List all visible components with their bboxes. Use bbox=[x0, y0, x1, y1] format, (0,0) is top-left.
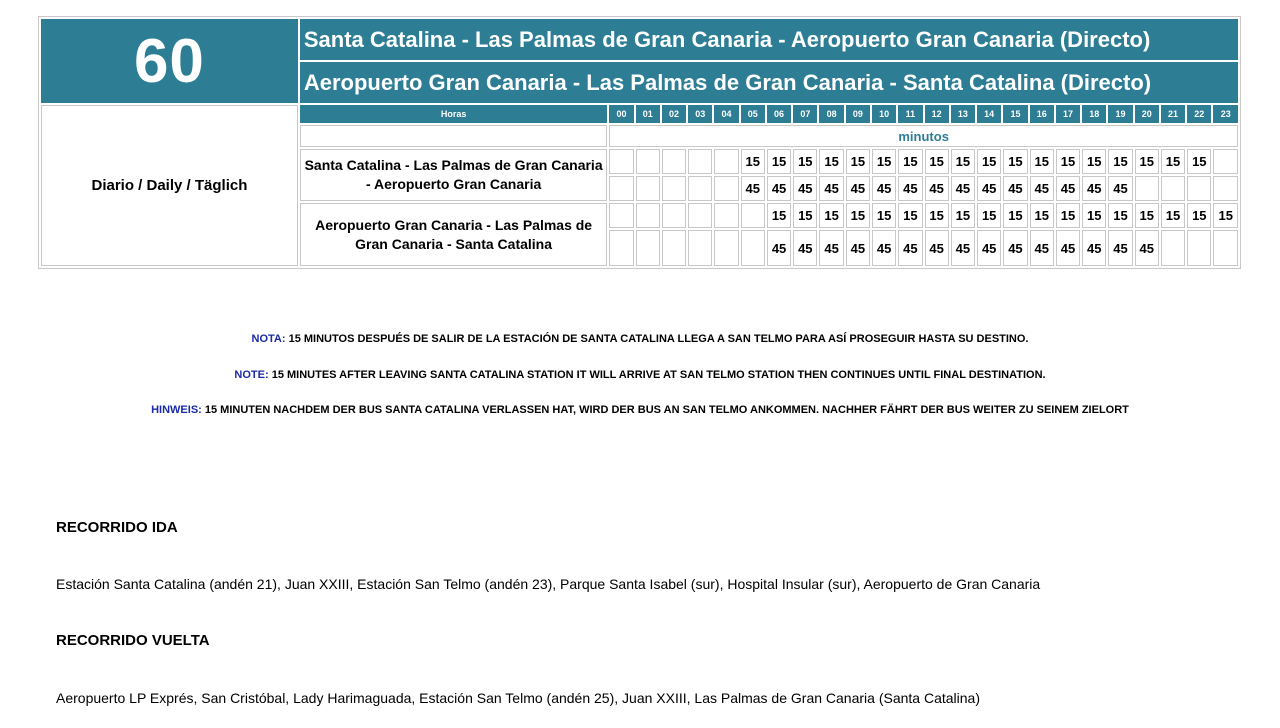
minute-cell bbox=[609, 230, 633, 266]
recorrido-vuelta-title: RECORRIDO VUELTA bbox=[56, 632, 210, 649]
minute-cell: 45 bbox=[872, 176, 896, 201]
minute-cell: 15 bbox=[1003, 203, 1027, 228]
hour-header-04: 04 bbox=[714, 105, 738, 123]
minute-cell: 45 bbox=[1056, 176, 1080, 201]
minute-cell: 15 bbox=[1082, 149, 1106, 174]
hour-header-00: 00 bbox=[609, 105, 633, 123]
minute-cell: 15 bbox=[846, 203, 870, 228]
note-en bbox=[0, 369, 1280, 381]
minute-cell bbox=[688, 230, 712, 266]
hour-header-12: 12 bbox=[925, 105, 949, 123]
hour-header-19: 19 bbox=[1108, 105, 1132, 123]
minute-cell bbox=[688, 149, 712, 174]
blank-cell bbox=[300, 125, 607, 147]
minute-cell: 15 bbox=[1082, 203, 1106, 228]
note-de-text: 15 MINUTEN NACHDEM DER BUS SANTA CATALINA VERLASSEN HAT, WIRD DER BUS AN SAN TELMO ANKOMMEN. NACHHER FÄHRT DER BUS WEITER ZU SEINEM ZIELORT bbox=[201, 404, 1129, 416]
hour-header-08: 08 bbox=[819, 105, 843, 123]
note-es-text: 15 MINUTOS DESPUÉS DE SALIR DE LA ESTACIÓN DE SANTA CATALINA LLEGA A SAN TELMO PARA ASÍ PROSEGUIR HASTA SU DESTINO. bbox=[285, 333, 1029, 345]
hour-header-06: 06 bbox=[767, 105, 791, 123]
minute-cell: 45 bbox=[951, 230, 975, 266]
minute-cell: 15 bbox=[977, 203, 1001, 228]
minute-cell bbox=[741, 230, 765, 266]
minute-cell: 45 bbox=[793, 176, 817, 201]
minute-cell: 45 bbox=[1082, 230, 1106, 266]
route-title-return: Aeropuerto Gran Canaria - Las Palmas de Gran Canaria - Santa Catalina (Directo) bbox=[300, 62, 1238, 103]
note-en-label: NOTE: bbox=[234, 369, 269, 381]
minute-cell: 15 bbox=[793, 203, 817, 228]
minute-cell: 45 bbox=[898, 230, 922, 266]
minute-cell bbox=[714, 203, 738, 228]
hours-header-row bbox=[41, 105, 1238, 123]
minute-cell bbox=[662, 230, 686, 266]
line-number: 60 bbox=[41, 19, 298, 103]
note-de bbox=[0, 404, 1280, 416]
minute-cell: 15 bbox=[767, 203, 791, 228]
minute-cell bbox=[1161, 176, 1185, 201]
minute-cell bbox=[714, 176, 738, 201]
minute-cell: 45 bbox=[898, 176, 922, 201]
note-en-text: 15 MINUTES AFTER LEAVING SANTA CATALINA STATION IT WILL ARRIVE AT SAN TELMO STATION THEN CONTINUES UNTIL FINAL DESTINATION. bbox=[268, 369, 1046, 381]
hour-header-23: 23 bbox=[1213, 105, 1238, 123]
recorrido-ida-title: RECORRIDO IDA bbox=[56, 519, 178, 536]
minute-cell: 15 bbox=[819, 149, 843, 174]
minute-cell bbox=[688, 176, 712, 201]
hour-header-05: 05 bbox=[741, 105, 765, 123]
minute-cell: 15 bbox=[1030, 203, 1054, 228]
minute-cell: 15 bbox=[951, 203, 975, 228]
minute-cell: 45 bbox=[1108, 230, 1132, 266]
hour-header-21: 21 bbox=[1161, 105, 1185, 123]
minute-cell bbox=[636, 176, 660, 201]
hour-header-17: 17 bbox=[1056, 105, 1080, 123]
minute-cell bbox=[662, 149, 686, 174]
recorrido-ida-text: Estación Santa Catalina (andén 21), Juan XXIII, Estación San Telmo (andén 23), Parque Santa Isabel (sur), Hospital Insular (sur), Aeropuerto de Gran Canaria bbox=[56, 576, 1041, 592]
minute-cell bbox=[714, 230, 738, 266]
minute-cell: 15 bbox=[872, 203, 896, 228]
minute-cell bbox=[688, 203, 712, 228]
recorrido-vuelta-text: Aeropuerto LP Exprés, San Cristóbal, Lady Harimaguada, Estación San Telmo (andén 25), Juan XXIII, Las Palmas de Gran Canaria (Santa Catalina) bbox=[56, 690, 980, 706]
minute-cell: 45 bbox=[1082, 176, 1106, 201]
minute-cell: 15 bbox=[872, 149, 896, 174]
hour-header-02: 02 bbox=[662, 105, 686, 123]
hour-header-16: 16 bbox=[1030, 105, 1054, 123]
minute-cell bbox=[636, 203, 660, 228]
minute-cell: 45 bbox=[872, 230, 896, 266]
hour-header-20: 20 bbox=[1135, 105, 1159, 123]
minute-cell bbox=[1187, 176, 1211, 201]
minute-cell: 15 bbox=[793, 149, 817, 174]
minute-cell: 45 bbox=[767, 230, 791, 266]
minute-cell bbox=[1135, 176, 1159, 201]
minute-cell: 45 bbox=[1030, 230, 1054, 266]
minute-cell bbox=[1213, 230, 1238, 266]
minute-cell: 15 bbox=[1030, 149, 1054, 174]
hour-header-09: 09 bbox=[846, 105, 870, 123]
minute-cell: 45 bbox=[793, 230, 817, 266]
minute-cell: 15 bbox=[925, 149, 949, 174]
minute-cell bbox=[1213, 176, 1238, 201]
direction-label: Aeropuerto Gran Canaria - Las Palmas de Gran Canaria - Santa Catalina bbox=[300, 203, 607, 266]
minute-cell: 15 bbox=[1187, 203, 1211, 228]
hour-header-03: 03 bbox=[688, 105, 712, 123]
minute-cell: 45 bbox=[925, 176, 949, 201]
minute-cell: 45 bbox=[819, 176, 843, 201]
minute-cell: 15 bbox=[1161, 149, 1185, 174]
minute-cell: 15 bbox=[1135, 203, 1159, 228]
minute-cell: 15 bbox=[1108, 203, 1132, 228]
minute-cell: 15 bbox=[1213, 203, 1238, 228]
minute-cell: 45 bbox=[1030, 176, 1054, 201]
minute-cell bbox=[609, 203, 633, 228]
minute-cell: 45 bbox=[767, 176, 791, 201]
minute-cell: 15 bbox=[1135, 149, 1159, 174]
minute-cell: 15 bbox=[1161, 203, 1185, 228]
hour-header-07: 07 bbox=[793, 105, 817, 123]
note-de-label: HINWEIS: bbox=[151, 404, 202, 416]
minute-cell: 45 bbox=[846, 176, 870, 201]
minute-cell: 45 bbox=[1135, 230, 1159, 266]
minute-cell: 15 bbox=[1056, 149, 1080, 174]
minute-cell: 15 bbox=[1003, 149, 1027, 174]
title-row-1 bbox=[41, 19, 1238, 60]
hour-header-01: 01 bbox=[636, 105, 660, 123]
minute-cell: 15 bbox=[1056, 203, 1080, 228]
minute-cell: 45 bbox=[1003, 176, 1027, 201]
minute-cell: 45 bbox=[819, 230, 843, 266]
minute-cell bbox=[636, 149, 660, 174]
route-title-outbound: Santa Catalina - Las Palmas de Gran Canaria - Aeropuerto Gran Canaria (Directo) bbox=[300, 19, 1238, 60]
minute-cell: 45 bbox=[846, 230, 870, 266]
hour-header-22: 22 bbox=[1187, 105, 1211, 123]
minute-cell: 15 bbox=[741, 149, 765, 174]
minute-cell: 45 bbox=[977, 176, 1001, 201]
minute-cell bbox=[714, 149, 738, 174]
minute-cell bbox=[636, 230, 660, 266]
hour-header-10: 10 bbox=[872, 105, 896, 123]
minute-cell: 15 bbox=[951, 149, 975, 174]
minute-cell: 15 bbox=[846, 149, 870, 174]
minute-cell bbox=[1187, 230, 1211, 266]
minute-cell bbox=[1161, 230, 1185, 266]
hours-header-label: Horas bbox=[300, 105, 607, 123]
minute-cell: 15 bbox=[819, 203, 843, 228]
minute-cell bbox=[609, 149, 633, 174]
hour-header-18: 18 bbox=[1082, 105, 1106, 123]
minute-cell bbox=[741, 203, 765, 228]
minute-cell: 15 bbox=[925, 203, 949, 228]
minute-cell: 15 bbox=[767, 149, 791, 174]
minute-cell: 45 bbox=[1056, 230, 1080, 266]
minute-cell bbox=[609, 176, 633, 201]
hour-header-11: 11 bbox=[898, 105, 922, 123]
day-label: Diario / Daily / Täglich bbox=[41, 105, 298, 266]
minute-cell: 15 bbox=[1108, 149, 1132, 174]
note-es bbox=[0, 333, 1280, 345]
minute-cell: 15 bbox=[898, 149, 922, 174]
minute-cell: 45 bbox=[951, 176, 975, 201]
minute-cell: 45 bbox=[1003, 230, 1027, 266]
minute-cell: 15 bbox=[898, 203, 922, 228]
minute-cell: 15 bbox=[1187, 149, 1211, 174]
minute-cell bbox=[662, 176, 686, 201]
minute-cell: 45 bbox=[1108, 176, 1132, 201]
note-es-label: NOTA: bbox=[251, 333, 286, 345]
hour-header-15: 15 bbox=[1003, 105, 1027, 123]
minute-cell: 45 bbox=[977, 230, 1001, 266]
hour-header-13: 13 bbox=[951, 105, 975, 123]
minute-cell bbox=[1213, 149, 1238, 174]
minute-cell: 15 bbox=[977, 149, 1001, 174]
minutes-label: minutos bbox=[609, 125, 1238, 147]
timetable bbox=[38, 16, 1241, 269]
direction-label: Santa Catalina - Las Palmas de Gran Canaria - Aeropuerto Gran Canaria bbox=[300, 149, 607, 201]
minute-cell: 45 bbox=[925, 230, 949, 266]
minute-cell: 45 bbox=[741, 176, 765, 201]
hour-header-14: 14 bbox=[977, 105, 1001, 123]
minute-cell bbox=[662, 203, 686, 228]
